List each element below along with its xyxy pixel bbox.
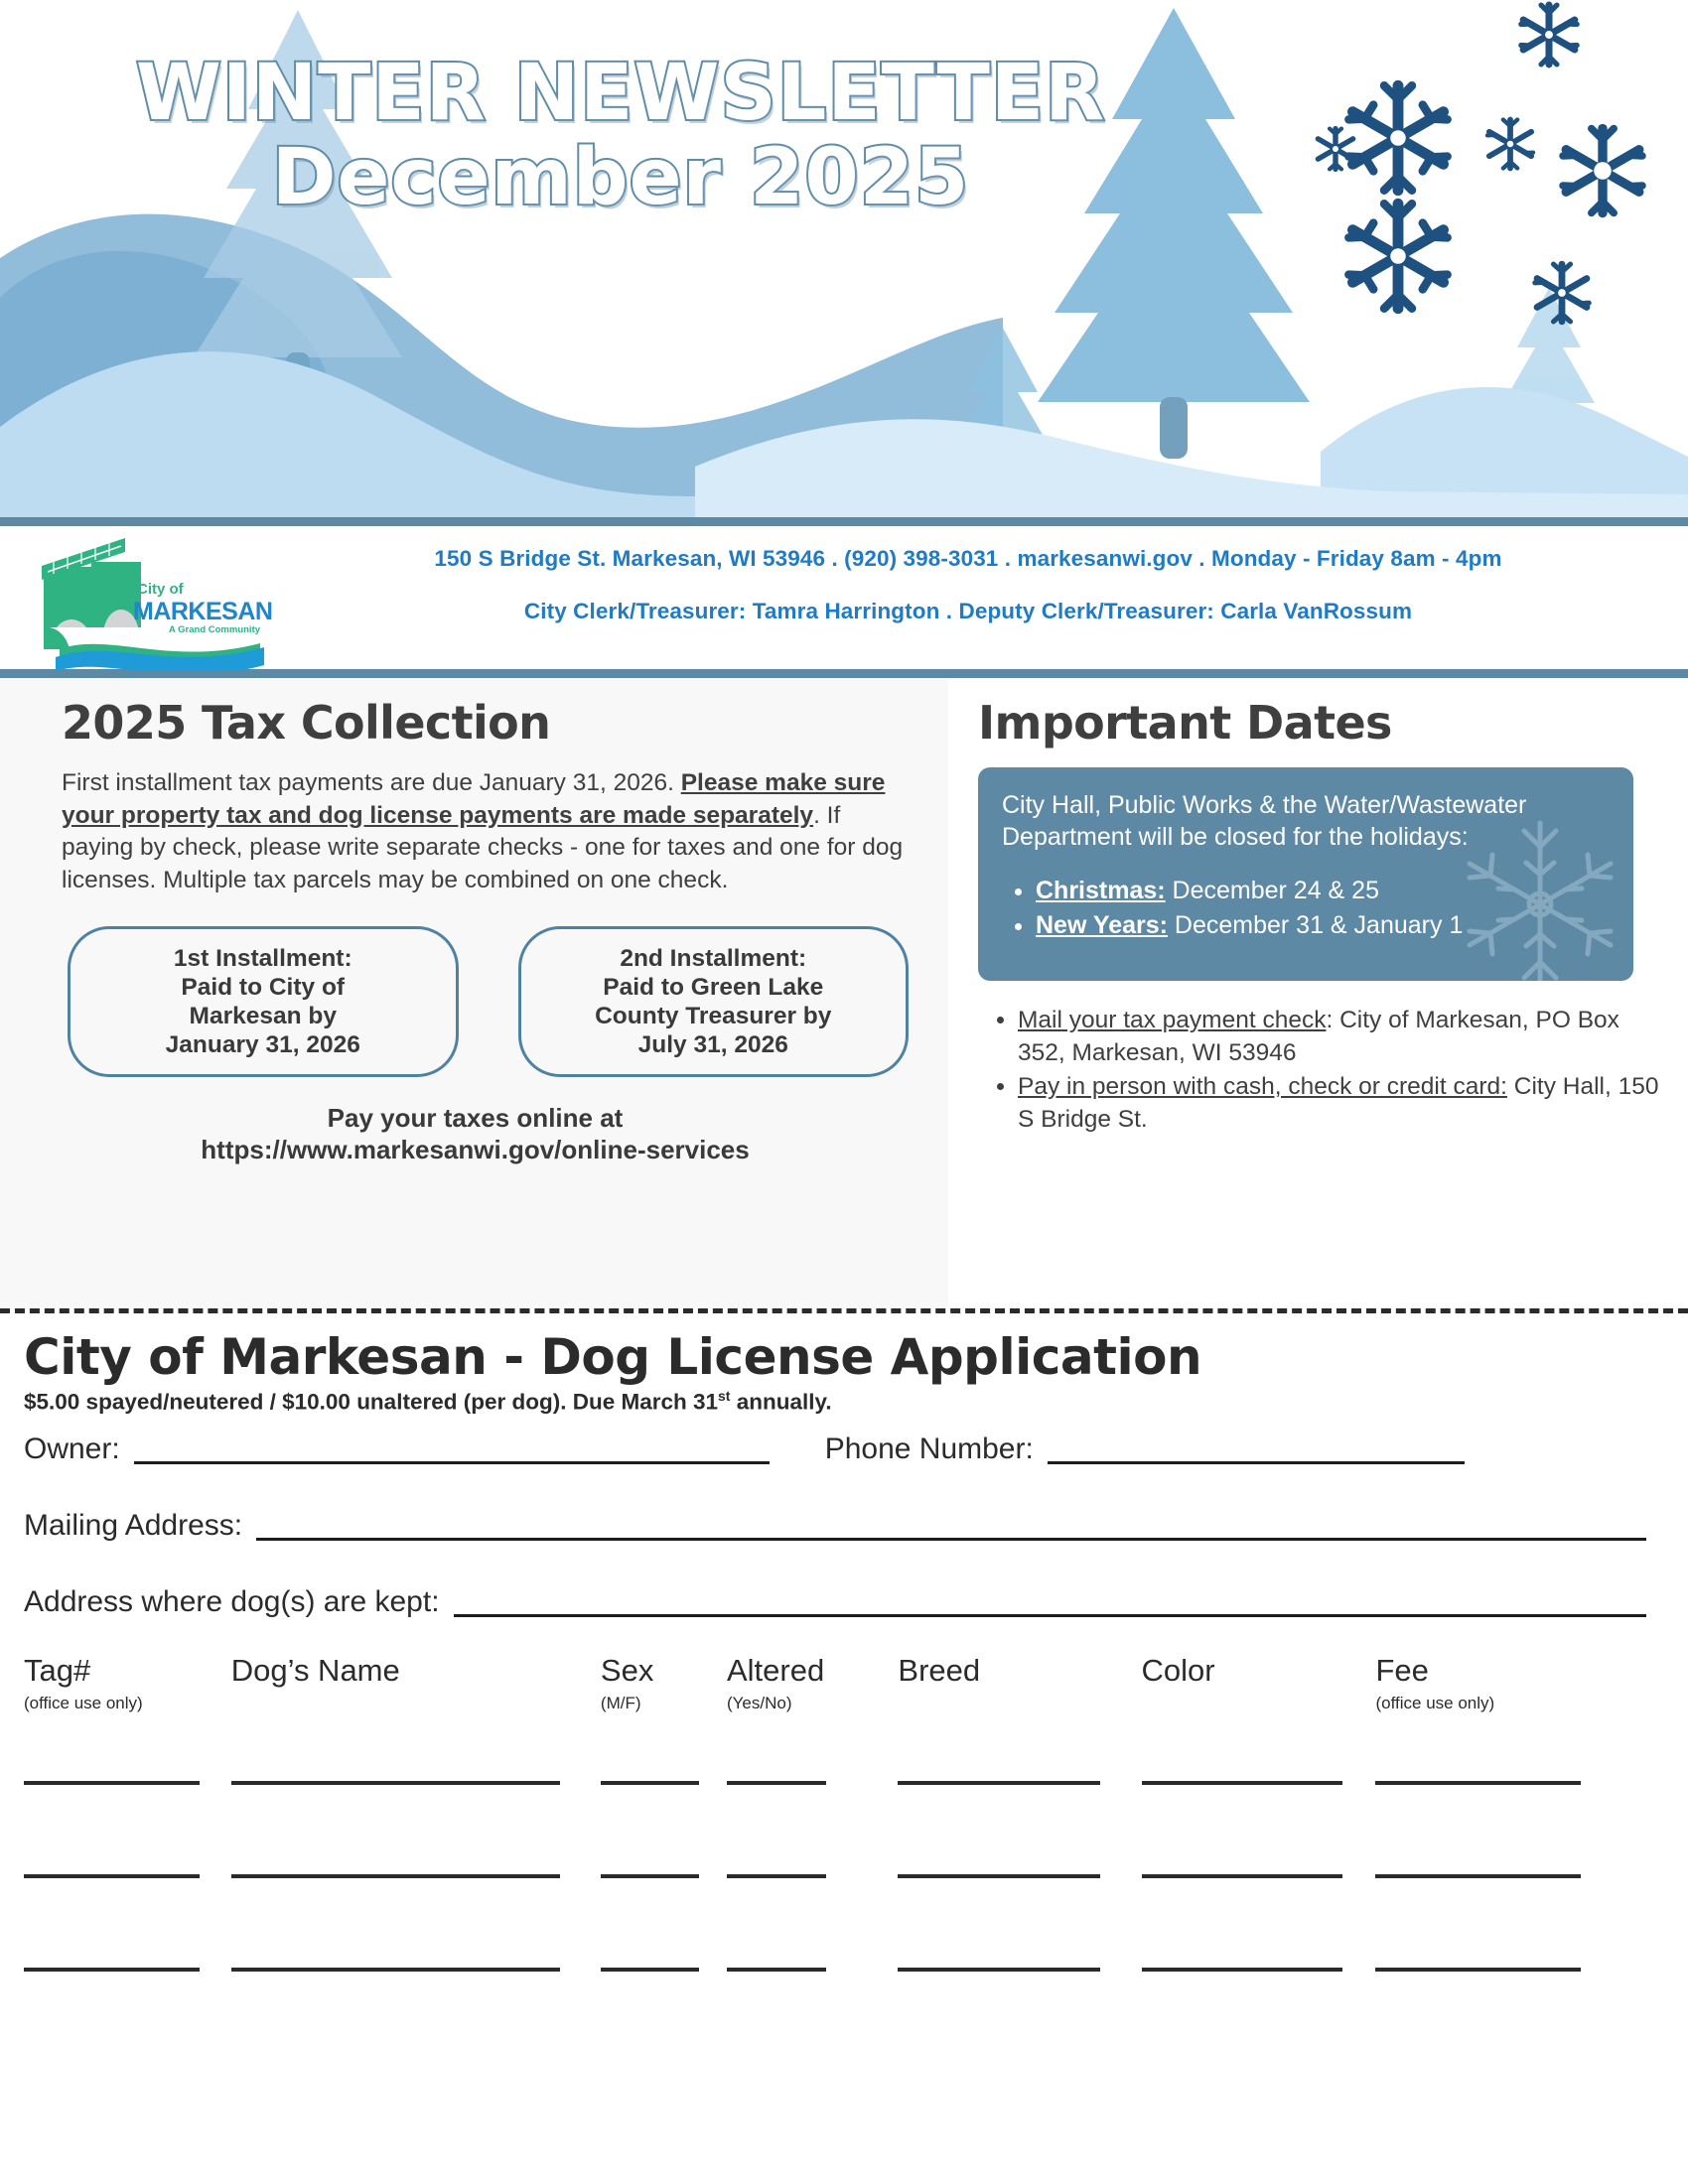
payment-option-mail <box>1018 1005 1666 1069</box>
dog-license-fee-line <box>24 1388 1664 1416</box>
fee-ordinal: st <box>718 1388 731 1404</box>
dog-license-table <box>24 1652 1664 1993</box>
payment-option-in-person-rest: City Hall, 150 S Bridge St. <box>1018 1073 1659 1133</box>
table-header-row <box>24 1655 1664 1713</box>
column-header-altered <box>726 1652 898 1713</box>
cell-dogs-name[interactable] <box>231 1900 601 1993</box>
column-header-sex <box>600 1652 727 1713</box>
dog-license-application <box>0 1313 1688 1993</box>
contact-details <box>278 548 1658 622</box>
owner-input[interactable] <box>134 1432 770 1464</box>
column-header-color-label: Color <box>1141 1652 1215 1688</box>
column-header-fee-label: Fee <box>1375 1652 1429 1688</box>
fee-pre: $5.00 spayed/neutered / $10.00 unaltered (per dog). Due March 31 <box>24 1389 719 1415</box>
cell-dogs-name[interactable] <box>231 1807 601 1900</box>
cell-sex[interactable] <box>601 1900 727 1993</box>
cell-breed[interactable] <box>898 1900 1141 1993</box>
column-header-tag <box>24 1652 231 1713</box>
installment-1-pill <box>68 926 459 1077</box>
holiday-value-christmas: December 24 & 25 <box>1165 877 1379 904</box>
hero-title-line2: December 2025 <box>271 133 970 222</box>
owner-label: Owner: <box>24 1432 120 1465</box>
main-content <box>0 678 1688 1308</box>
pay-online-note <box>62 1103 909 1165</box>
tax-para-pre: First installment tax payments are due January 31, 2026. <box>62 769 681 796</box>
installment-2-line-0: 2nd Installment: <box>620 945 807 973</box>
mailing-address-row <box>24 1508 1664 1541</box>
payment-option-in-person <box>1018 1071 1666 1136</box>
dog-license-title: City of Markesan - Dog License Application <box>24 1328 1202 1386</box>
cell-tag[interactable] <box>24 1713 231 1807</box>
column-header-altered-sub: (Yes/No) <box>726 1694 792 1713</box>
fee-post: annually. <box>730 1389 832 1415</box>
cell-fee[interactable] <box>1375 1713 1664 1807</box>
address-dogs-kept-input[interactable] <box>454 1584 1646 1617</box>
installment-1-line-0: 1st Installment: <box>173 945 352 973</box>
payment-option-mail-rest: : City of Markesan, PO Box 352, Markesan, WI 53946 <box>1018 1007 1619 1066</box>
tax-collection-column <box>0 678 948 1308</box>
hero-banner <box>0 0 1688 517</box>
installment-1-line-2: Markesan by <box>189 1003 337 1030</box>
holiday-item-christmas <box>1036 875 1610 907</box>
column-header-breed <box>898 1652 1141 1713</box>
payment-options-list <box>978 1005 1666 1136</box>
hero-illustration <box>0 0 1688 517</box>
cell-breed[interactable] <box>898 1807 1141 1900</box>
svg-text:A Grand Community: A Grand Community <box>169 624 261 635</box>
column-header-tag-sub: (office use only) <box>24 1694 143 1713</box>
payment-option-mail-label: Mail your tax payment check <box>1018 1007 1327 1033</box>
address-dogs-kept-row <box>24 1584 1664 1617</box>
cell-color[interactable] <box>1142 1713 1376 1807</box>
column-header-sex-sub: (M/F) <box>600 1694 641 1713</box>
important-dates-column <box>948 678 1688 1308</box>
cell-fee[interactable] <box>1375 1900 1664 1993</box>
table-row <box>24 1713 1664 1807</box>
cell-color[interactable] <box>1142 1807 1376 1900</box>
contact-address-line: 150 S Bridge St. Markesan, WI 53946 . (920) 398-3031 . markesanwi.gov . Monday - Friday 8am - 4pm <box>434 546 1502 571</box>
markesan-logo <box>30 532 273 671</box>
cell-tag[interactable] <box>24 1900 231 1993</box>
cell-altered[interactable] <box>727 1713 898 1807</box>
installment-2-line-1: Paid to Green Lake <box>603 974 824 1002</box>
phone-number-input[interactable] <box>1048 1432 1465 1464</box>
phone-number-label: Phone Number: <box>824 1432 1034 1465</box>
svg-text:City of: City of <box>137 581 184 598</box>
installment-2-line-3: July 31, 2026 <box>637 1031 788 1059</box>
tax-para-bold: Please make sure your property tax and dog license payments are made separately <box>62 769 886 829</box>
cell-breed[interactable] <box>898 1713 1141 1807</box>
cell-sex[interactable] <box>601 1807 727 1900</box>
contact-bar <box>0 517 1688 678</box>
cell-dogs-name[interactable] <box>231 1713 601 1807</box>
column-header-dogs-name <box>230 1652 601 1713</box>
column-header-breed-label: Breed <box>898 1652 981 1688</box>
pay-online-label: Pay your taxes online at <box>327 1103 624 1134</box>
payment-option-in-person-label: Pay in person with cash, check or credit card: <box>1018 1073 1507 1101</box>
holiday-closure-box <box>978 767 1633 981</box>
column-header-dogs-name-label: Dog’s Name <box>230 1652 400 1688</box>
installment-1-line-3: January 31, 2026 <box>165 1031 360 1059</box>
mailing-address-label: Mailing Address: <box>24 1508 243 1542</box>
table-row <box>24 1807 1664 1900</box>
column-header-sex-label: Sex <box>600 1652 654 1688</box>
holiday-label-new-years: New Years: <box>1036 911 1168 939</box>
installment-2-pill <box>518 926 910 1077</box>
holiday-closure-text: City Hall, Public Works & the Water/Wastewater Department will be closed for the holidays: <box>1002 791 1527 851</box>
holiday-list <box>1002 875 1610 942</box>
cell-sex[interactable] <box>601 1713 727 1807</box>
installment-pills <box>62 926 909 1077</box>
cell-altered[interactable] <box>727 1900 898 1993</box>
contact-staff-line: City Clerk/Treasurer: Tamra Harrington . Deputy Clerk/Treasurer: Carla VanRossum <box>523 598 1413 623</box>
column-header-altered-label: Altered <box>726 1652 825 1688</box>
hero-title-line1: WINTER NEWSLETTER <box>135 49 1106 138</box>
dog-license-table-body <box>24 1713 1664 1993</box>
cell-tag[interactable] <box>24 1807 231 1900</box>
address-dogs-kept-label: Address where dog(s) are kept: <box>24 1584 440 1618</box>
owner-phone-row <box>24 1432 1664 1464</box>
column-header-tag-label: Tag# <box>24 1652 91 1688</box>
cell-fee[interactable] <box>1375 1807 1664 1900</box>
tax-para-post: . If paying by check, please write separate checks - one for taxes and one for dog licenses. Multiple tax parcels may be combined on one check. <box>62 801 904 893</box>
holiday-value-new-years: December 31 & January 1 <box>1167 911 1464 939</box>
cell-color[interactable] <box>1142 1900 1376 1993</box>
holiday-label-christmas: Christmas: <box>1036 877 1166 904</box>
installment-2-line-2: County Treasurer by <box>595 1003 832 1030</box>
column-header-fee-sub: (office use only) <box>1375 1694 1495 1713</box>
svg-text:MARKESAN: MARKESAN <box>133 598 273 625</box>
tax-collection-paragraph <box>62 767 909 896</box>
column-header-fee <box>1375 1652 1664 1713</box>
tax-collection-title: 2025 Tax Collection <box>62 696 551 750</box>
table-row <box>24 1900 1664 1993</box>
holiday-item-new-years <box>1036 909 1610 942</box>
cell-altered[interactable] <box>727 1807 898 1900</box>
column-header-color <box>1141 1652 1376 1713</box>
mailing-address-input[interactable] <box>256 1508 1646 1541</box>
pay-online-url[interactable]: https://www.markesanwi.gov/online-services <box>201 1135 750 1165</box>
installment-1-line-1: Paid to City of <box>181 974 346 1002</box>
important-dates-title: Important Dates <box>978 696 1392 750</box>
